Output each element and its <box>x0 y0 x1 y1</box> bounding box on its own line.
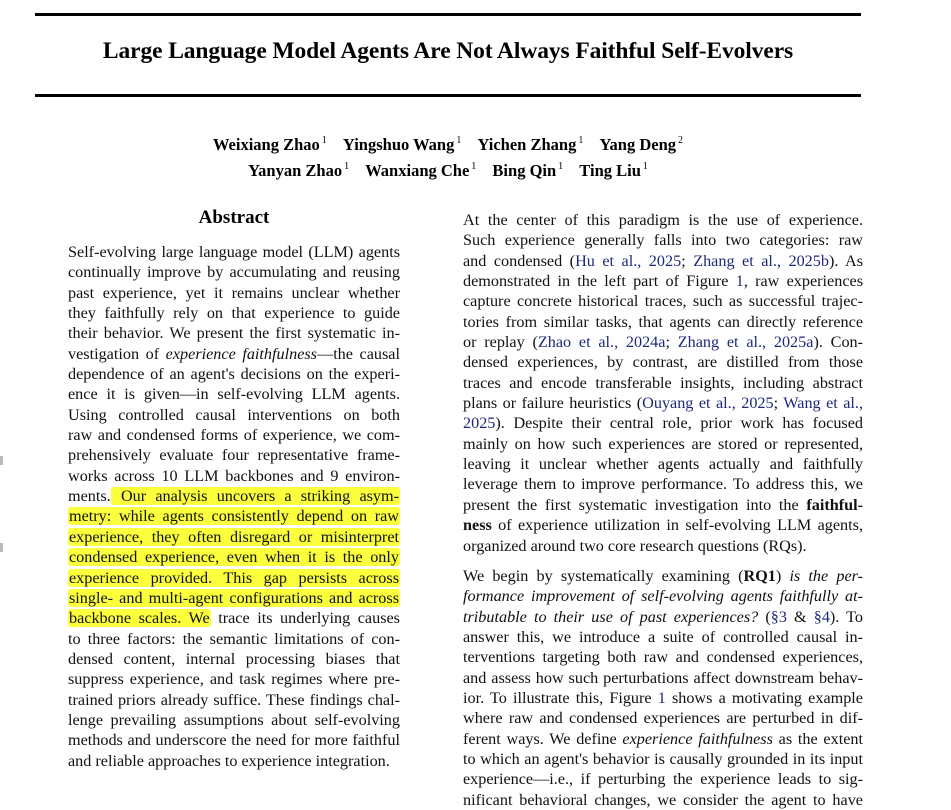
text-line: organized around two core research questions (RQs). <box>463 536 807 555</box>
text-line: trained priors already suffice. These findings chal- <box>68 690 400 709</box>
citation-link[interactable]: Wang et al., <box>783 394 864 413</box>
text-line: densed content, internal processing biases that <box>68 649 400 668</box>
emphasis-term: experience faithfulness <box>165 344 317 363</box>
text-line: terventions targeting both raw and condensed experiences, <box>463 648 863 667</box>
emphasis-term: experience faithfulness <box>622 729 773 748</box>
figure-ref-link[interactable]: 1 <box>657 688 666 707</box>
text-line: capture concrete historical traces, such as successful trajec- <box>463 292 863 311</box>
text-line <box>68 588 400 608</box>
paragraph-gap <box>463 556 863 566</box>
author-list <box>35 130 861 182</box>
text-line <box>68 506 400 526</box>
paragraph <box>463 566 863 810</box>
author: Bing Qin $^1$ <box>492 161 564 180</box>
text-line: works across 10 LLM backbones and 9 environ- <box>68 466 400 485</box>
text-line: they faithfully rely on that experience to guide <box>68 304 400 323</box>
bold-term: ness <box>463 516 492 535</box>
citation-link[interactable]: Zhao et al., 2024a <box>537 333 666 352</box>
text-line: and reliable approaches to experience integration. <box>68 751 390 770</box>
highlight-annotation[interactable]: condensed experience, even when it is the only <box>69 548 399 567</box>
text-line: densed experiences, by contrast, are distilled from those <box>463 353 863 372</box>
text-line: vestigation of experience faithfulness—the causal <box>68 344 400 363</box>
highlight-annotation[interactable]: single- and multi-agent configurations and across <box>69 588 399 607</box>
author: Yanyan Zhao $^1$ <box>248 161 350 180</box>
highlight-annotation[interactable]: Our analysis uncovers a striking asym- <box>111 487 399 506</box>
section-ref-link[interactable]: §3 <box>770 607 787 626</box>
author-row-1 <box>35 130 861 156</box>
author: Wanxiang Che $^1$ <box>365 161 477 180</box>
text-line: demonstrated in the left part of Figure 1, raw experiences <box>463 272 863 291</box>
paper-title: Large Language Model Agents Are Not Always Faithful Self-Evolvers <box>102 38 794 64</box>
highlight-annotation[interactable]: metry: while agents consistently depend on raw <box>69 507 399 526</box>
author: Yang Deng $^2$ <box>599 135 684 154</box>
text-line <box>68 547 400 567</box>
title-bottom-rule <box>35 94 861 97</box>
text-line: to three factors: the semantic limitations of con- <box>68 629 400 648</box>
text-line: where raw and condensed experiences are perturbed in dif- <box>463 709 863 728</box>
text-line: lenge prevailing assumptions about self-evolving <box>68 710 400 729</box>
text-line: and condensed (Hu et al., 2025; Zhang et al., 2025b). As <box>463 251 863 270</box>
author: Ting Liu $^1$ <box>579 161 648 180</box>
author: Weixiang Zhao $^1$ <box>212 135 327 154</box>
margin-mark <box>0 543 3 552</box>
text-line: and assess how such perturbations affect downstream behav- <box>463 668 863 687</box>
text-line: their behavior. We present the first systematic in- <box>68 324 400 343</box>
highlight-annotation[interactable]: experience, they often disregard or misinterpret <box>69 527 399 546</box>
citation-link[interactable]: Ouyang et al., 2025 <box>642 394 774 413</box>
author: Yichen Zhang $^1$ <box>477 135 584 154</box>
text-line: Such experience generally falls into two categories: raw <box>463 231 863 250</box>
text-line: formance improvement of self-evolving agents faithfully at- <box>463 587 863 606</box>
citation-link[interactable]: 2025 <box>463 414 496 433</box>
text-line: or replay (Zhao et al., 2024a; Zhang et al., 2025a). Con- <box>463 333 864 352</box>
abstract-body <box>68 242 400 771</box>
text-line: nificant behavioral changes, we consider the agent to have <box>463 790 863 809</box>
citation-link[interactable]: Zhang et al., 2025a <box>677 333 814 352</box>
text-line: ferent ways. We define experience faithfulness as the extent <box>463 729 863 748</box>
text-line: Self-evolving large language model (LLM) agents <box>68 243 400 261</box>
text-line: answer this, we introduce a suite of controlled causal in- <box>463 627 863 646</box>
text-line: tributable to their use of past experiences? (§3 & §4). To <box>463 607 864 626</box>
text-line <box>68 568 400 588</box>
text-line: prehensively evaluate four representative frame- <box>68 446 400 465</box>
text-line: tories from similar tasks, that agents can directly reference <box>463 312 863 331</box>
text-line <box>68 527 400 547</box>
text-line: 2025). Despite their central role, prior work has focused <box>463 414 863 433</box>
text-line: methods and underscore the need for more faithful <box>68 731 400 750</box>
text-line: suppress experience, and task regimes where pre- <box>68 670 400 689</box>
citation-link[interactable]: Zhang et al., 2025b <box>693 251 829 270</box>
author-row-2 <box>35 156 861 182</box>
text-line: At the center of this paradigm is the use of experience. <box>463 211 863 229</box>
text-line: experience—i.e., if perturbing the experience leads to sig- <box>463 770 863 789</box>
text-line: leaving it unclear whether agents actually and faithfully <box>463 455 863 474</box>
text-line: ior. To illustrate this, Figure 1 shows a motivating example <box>463 688 863 707</box>
text-line: dependence of an agent's decisions on the experi- <box>68 365 400 384</box>
text-line: past experience, yet it remains unclear whether <box>68 283 400 302</box>
highlight-annotation[interactable]: experience provided. This gap persists across <box>69 568 399 587</box>
text-line: Using controlled causal interventions on both <box>68 405 400 424</box>
text-line: We begin by systematically examining (RQ1) is the per- <box>463 566 863 585</box>
text-line: mainly on how such experiences are stored or represented, <box>463 434 863 453</box>
margin-mark <box>0 456 3 465</box>
author: Yingshuo Wang $^1$ <box>342 135 462 154</box>
text-line: ness of experience utilization in self-evolving LLM agents, <box>463 516 863 535</box>
figure-ref-link[interactable]: 1 <box>735 272 744 291</box>
text-line: leverage them to improve performance. To address this, we <box>463 475 863 494</box>
text-line: raw and condensed forms of experience, we com- <box>68 426 400 445</box>
bold-term: RQ1 <box>743 566 776 585</box>
abstract-heading: Abstract <box>198 207 270 228</box>
text-line: present the first systematic investigation into the faithful- <box>463 495 863 514</box>
text-line: continually improve by accumulating and reusing <box>68 263 400 282</box>
text-line: ments. Our analysis uncovers a striking asym- <box>68 487 399 506</box>
section-ref-link[interactable]: §4 <box>813 607 830 626</box>
citation-link[interactable]: Hu et al., 2025 <box>575 251 682 270</box>
text-line: traces and encode transferable insights, including abstract <box>463 373 863 392</box>
title-top-rule <box>35 13 861 16</box>
text-line: backbone scales. We trace its underlying causes <box>69 609 400 628</box>
highlight-annotation[interactable]: backbone scales. We <box>69 609 210 628</box>
text-line: ence it is given—in self-evolving LLM agents. <box>68 385 400 404</box>
paragraph <box>463 210 863 556</box>
bold-term: faithful- <box>806 495 863 514</box>
intro-body <box>463 210 863 810</box>
text-line: plans or failure heuristics (Ouyang et al., 2025; Wang et al., <box>463 394 864 413</box>
text-line: to which an agent's behavior is causally grounded in its input <box>463 749 863 768</box>
